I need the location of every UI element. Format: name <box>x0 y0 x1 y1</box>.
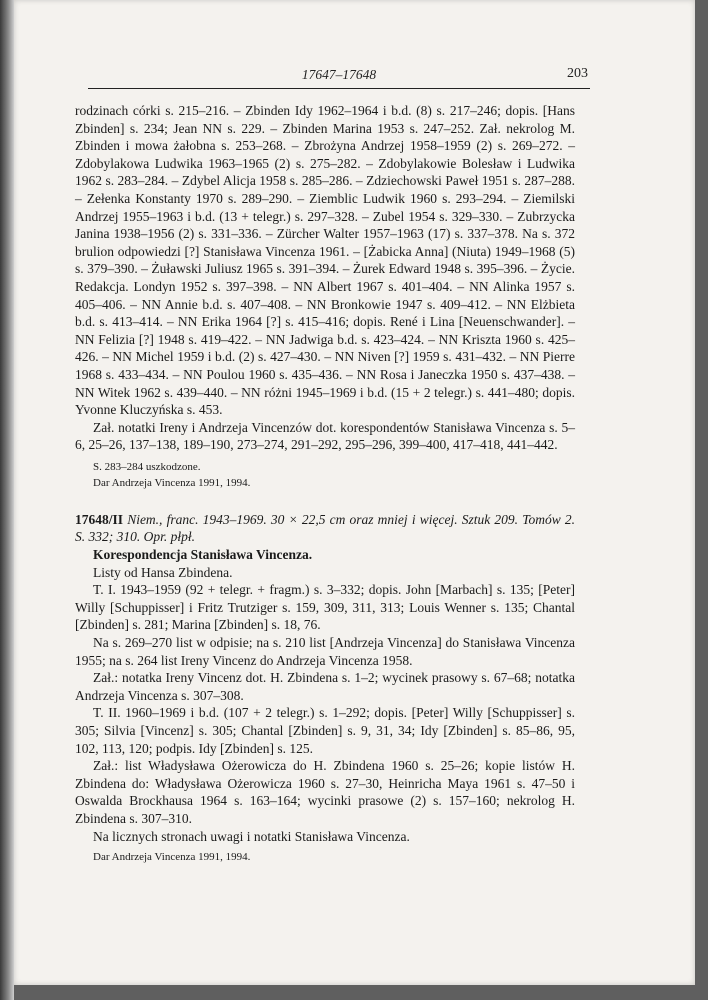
scan-edge <box>0 0 14 1000</box>
entry-17647-damage-note: S. 283–284 uszkodzone. <box>93 460 201 473</box>
entry-subtitle: Listy od Hansa Zbindena. <box>93 564 233 580</box>
entry-17647-donor-note: Dar Andrzeja Vincenza 1991, 1994. <box>93 476 251 489</box>
running-title: 17647–17648 <box>301 67 377 82</box>
volume-1-note: Na s. 269–270 list w odpisie; na s. 210 list [Andrzeja Vincenza] do Stanisława Vincenza 1955; na s. 264 list Ireny Vincenz do Andrzeja Vincenza 1958. <box>75 635 575 668</box>
entry-title: Korespondencja Stanisława Vincenza. <box>93 547 313 563</box>
volume-2-attachment: Zał.: list Władysława Ożerowicza do H. Zbindena 1960 s. 25–26; kopie listów H. Zbindena do: Władysława Ożerowicza 1960 s. 27–30, Heinricha Maya 1961 s. 47–50 i Oswalda Brockhausa 1964 s. 163–164; wycinki prasowe (2) s. 157–160; nekrolog H. Zbindena s. 307–310. <box>75 758 575 826</box>
volume-2-description: T. II. 1960–1969 i b.d. (107 + 2 telegr.) s. 1–292; dopis. [Peter] Willy [Schuppisser] s. 305; Silvia [Vincenz] s. 305; Chantal [Zbinden] s. 9, 31, 34; Idy [Zbinden] s. 85–86, 95, 102, 113, 120; podpis. Idy [Zbinden] s. 125. <box>75 705 575 756</box>
entry-description: Niem., franc. 1943–1969. 30 × 22,5 cm oraz mniej i więcej. Sztuk 209. Tomów 2. S. 332; 310. Opr. płpł. <box>75 511 575 545</box>
volume-1-description: T. I. 1943–1959 (92 + telegr. + fragm.) s. 3–332; dopis. John [Marbach] s. 135; [Peter] Willy [Schuppisser] i Fritz Trutziger s. 159, 309, 311, 313; Louis Wenner s. 135; Chantal [Zbinden] s. 281; Marina [Zbinden] s. 18, 76. <box>75 582 575 633</box>
entry-17648-donor-note: Dar Andrzeja Vincenza 1991, 1994. <box>93 851 251 864</box>
page-number: 203 <box>567 66 588 81</box>
entry-17648-heading <box>75 511 575 546</box>
page-content <box>75 102 575 865</box>
entry-17647-attachment: Zał. notatki Ireny i Andrzeja Vincenzów dot. korespondentów Stanisława Vincenza s. 5–6, 25–26, 137–138, 189–190, 273–274, 291–292, 295–296, 399–400, 417–418, 441–442. <box>75 419 575 453</box>
entry-remark: Na licznych stronach uwagi i notatki Stanisława Vincenza. <box>93 828 410 844</box>
running-header <box>88 66 590 89</box>
entry-17647-body: rodzinach córki s. 215–216. – Zbinden Idy 1962–1964 i b.d. (8) s. 217–246; dopis. [Hans Zbinden] s. 234; Jean NN s. 229. – Zbinden Marina 1953 s. 247–252. Zał. nekrolog M. Zbinden i mowa żałobna s. 253–268. – Zbrożyna Andrzej 1958–1959 (2) s. 269–272. – Zdobylakowa Ludwika 1963–1965 (2) s. 275–282. – Zdobylakowie Bolesław i Ludwika 1962 s. 283–284. – Zdybel Alicja 1958 s. 285–286. – Zdziechowski Paweł 1951 s. 287–288. – Zełenka Konstanty 1970 s. 289–290. – Ziemblic Ludwik 1960 s. 293–294. – Ziemilski Andrzej 1955–1963 i b.d. (13 + telegr.) s. 297–328. – Zubel 1954 s. 329–330. – Zubrzycka Janina 1938–1956 (2) s. 331–336. – Zürcher Walter 1957–1963 (17) s. 337–378. Na s. 372 brulion odpowiedzi [?] Stanisława Vincenza 1961. – [Żabicka Anna] (Niuta) 1949–1968 (5) s. 379–390. – Żuławski Juliusz 1965 s. 391–394. – Żurek Edward 1948 s. 395–396. – Życie. Redakcja. Londyn 1952 s. 397–398. – NN Albert 1967 s. 401–404. – NN Alinka 1957 s. 405–406. – NN Annie b.d. s. 407–408. – NN Bronkowie 1947 s. 409–412. – NN Elżbieta b.d. s. 413–414. – NN Erika 1964 [?] s. 415–416; dopis. René i Lina [Neuenschwander]. – NN Felizia [?] 1948 s. 419–422. – NN Jadwiga b.d. s. 423–424. – NN Kriszta 1960 s. 425–426. – NN Michel 1959 i b.d. (2) s. 427–430. – NN Niven [?] 1959 s. 431–432. – NN Pierre 1968 s. 433–434. – NN Poulou 1960 s. 435–436. – NN Rosa i Janeczka 1950 s. 437–438. – NN Witek 1962 s. 439–440. – NN różni 1945–1969 i b.d. (15 + 2 telegr.) s. 441–480; dopis. Yvonne Kluczyńska s. 453. <box>75 103 575 418</box>
entry-number: 17648/II <box>75 511 124 527</box>
volume-1-attachment: Zał.: notatka Ireny Vincenz dot. H. Zbindena s. 1–2; wycinek prasowy s. 67–68; notatka Andrzeja Vincenza s. 307–308. <box>75 670 575 703</box>
